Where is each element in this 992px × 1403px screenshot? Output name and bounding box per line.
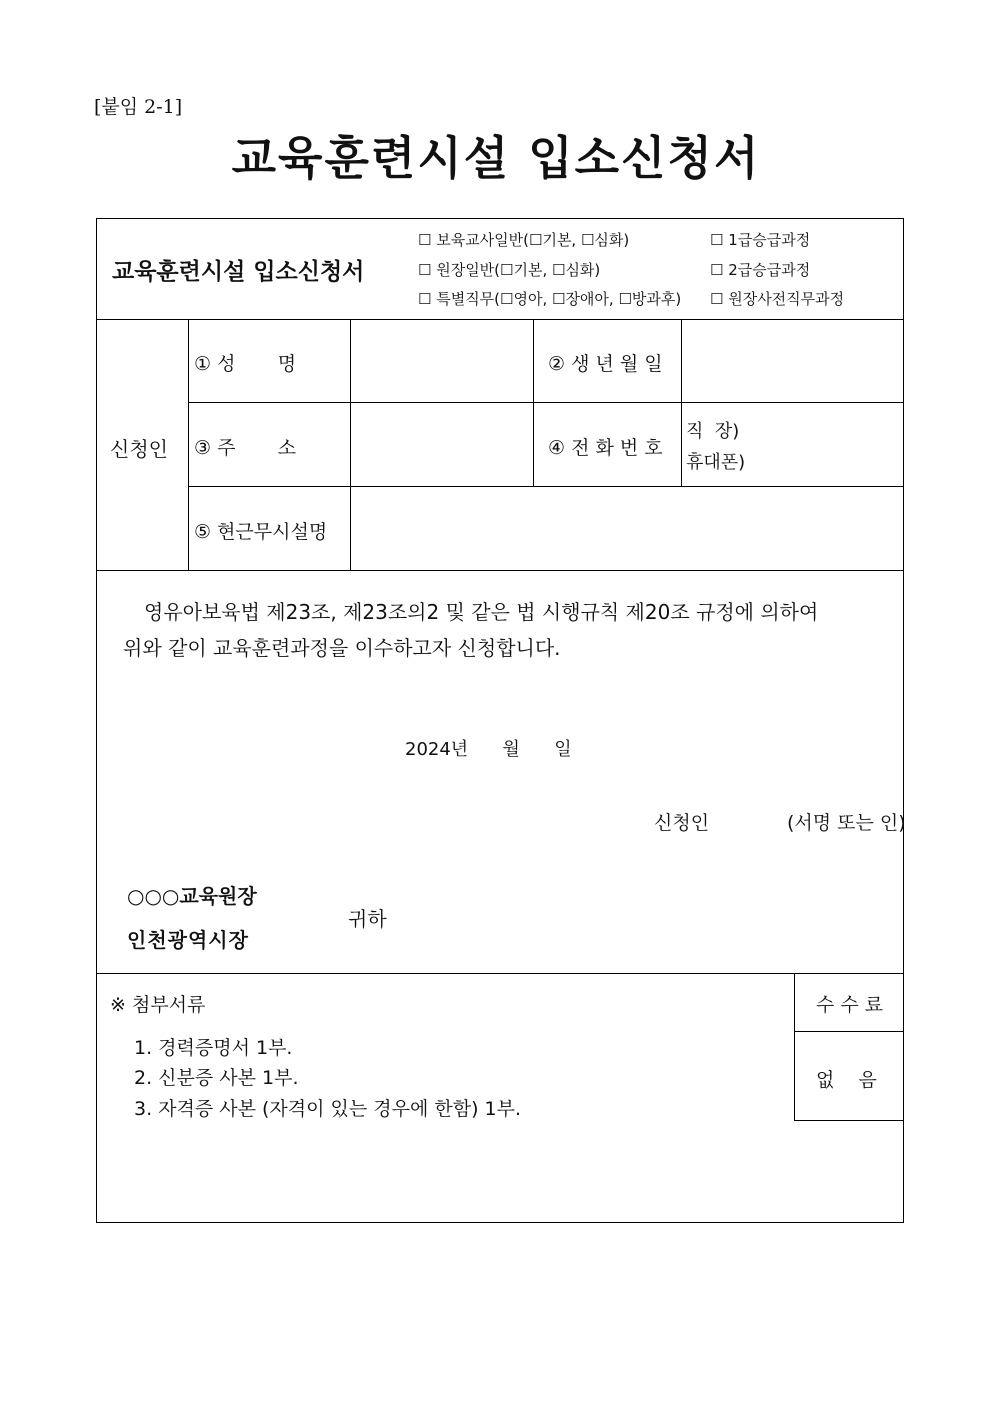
divider [794, 1120, 904, 1121]
workplace-label: ⑤ 현근무시설명 [194, 521, 328, 543]
name-label: ① 성 명 [194, 353, 297, 375]
divider [188, 319, 189, 570]
divider [96, 570, 904, 571]
signature-area[interactable]: (서명 또는 인) [787, 812, 906, 834]
divider [96, 319, 904, 320]
fee-label: 수 수 료 [816, 994, 884, 1016]
birthdate-label: ② 생 년 월 일 [548, 353, 663, 375]
address-field[interactable] [352, 404, 532, 485]
application-date[interactable]: 2024년 월 일 [405, 739, 572, 760]
attachment-item: 2. 신분증 사본 1부. [134, 1067, 299, 1089]
option-checkbox[interactable]: ☐ 특별직무(☐영아, ☐장애아, ☐방과후) [418, 290, 682, 308]
birthdate-field[interactable] [683, 321, 902, 401]
divider [794, 973, 795, 1120]
work-phone-field[interactable]: 직 장) [686, 421, 740, 442]
name-field[interactable] [352, 321, 532, 401]
attachments-heading: ※ 첨부서류 [110, 994, 206, 1016]
divider [681, 319, 682, 486]
applicant-section-label: 신청인 [110, 437, 168, 461]
divider [350, 319, 351, 570]
attachment-item: 1. 경력증명서 1부. [134, 1037, 293, 1059]
phone-label: ④ 전 화 번 호 [548, 437, 663, 459]
option-checkbox[interactable]: ☐ 원장사전직무과정 [710, 290, 845, 308]
option-checkbox[interactable]: ☐ 2급승급과정 [710, 261, 811, 279]
divider [96, 973, 904, 974]
option-checkbox[interactable]: ☐ 원장일반(☐기본, ☐심화) [418, 261, 601, 279]
border-right [903, 218, 904, 1223]
attachment-label: [붙임 2-1] [94, 96, 183, 118]
mobile-phone-field[interactable]: 휴대폰) [686, 452, 746, 473]
border-left [96, 218, 97, 1222]
recipient-line-1: ○○○교육원장 [127, 884, 257, 908]
recipient-suffix: 귀하 [348, 907, 387, 931]
statement-line-1: 영유아보육법 제23조, 제23조의2 및 같은 법 시행규칙 제20조 규정에 의하여 [144, 600, 819, 624]
recipient-line-2: 인천광역시장 [127, 928, 249, 952]
border-bottom [96, 1222, 904, 1223]
address-label: ③ 주 소 [194, 437, 297, 459]
divider [188, 486, 904, 487]
workplace-field[interactable] [352, 488, 902, 569]
option-checkbox[interactable]: ☐ 보육교사일반(☐기본, ☐심화) [418, 231, 630, 249]
attachment-item: 3. 자격증 사본 (자격이 있는 경우에 한함) 1부. [134, 1098, 522, 1120]
fee-value: 없 음 [816, 1069, 877, 1091]
divider [533, 319, 534, 486]
divider [794, 1031, 904, 1032]
page-title: 교육훈련시설 입소신청서 [231, 131, 761, 185]
option-checkbox[interactable]: ☐ 1급승급과정 [710, 231, 811, 249]
divider [188, 402, 904, 403]
border-top [96, 218, 904, 219]
statement-line-2: 위와 같이 교육훈련과정을 이수하고자 신청합니다. [123, 636, 561, 660]
form-header-title: 교육훈련시설 입소신청서 [112, 259, 365, 285]
signer-label: 신청인 [654, 812, 710, 834]
